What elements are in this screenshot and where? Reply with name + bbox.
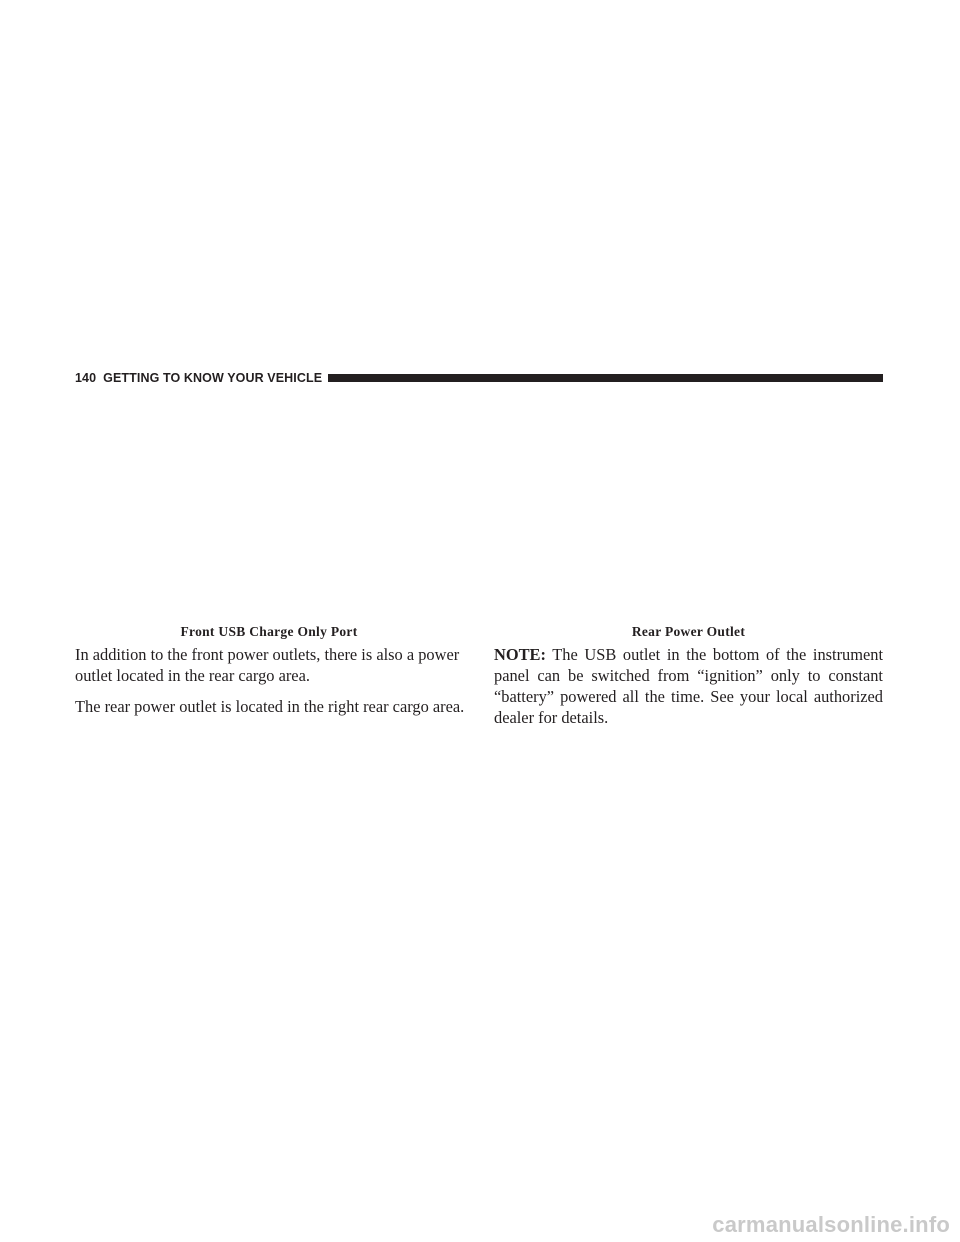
paragraph-rear-outlet-intro [75, 644, 467, 686]
note-label: NOTE: [494, 645, 546, 664]
note-text: The USB outlet in the bottom of the instrument panel can be switched from “ignition” only to constant “battery” powered all the time. See your local authorized dealer for details. [494, 645, 883, 727]
paragraph-rear-outlet-location: The rear power outlet is located in the right rear cargo area. [75, 697, 465, 716]
figure-caption-rear-outlet: Rear Power Outlet [631, 624, 746, 639]
left-column [75, 644, 467, 727]
figure-front-usb-port [75, 390, 463, 614]
paragraph-line: In addition to the front power outlets, there is also a power [75, 645, 460, 664]
right-column [494, 644, 883, 738]
page-number: 140 [75, 371, 97, 385]
running-header [75, 370, 883, 386]
watermark-link[interactable]: carmanualsonline.info [712, 1212, 950, 1237]
figure-rear-power-outlet [494, 390, 883, 614]
header-rule [328, 374, 883, 382]
figure-caption-front-usb: Front USB Charge Only Port [180, 624, 358, 639]
paragraph-line: outlet located in the rear cargo area. [75, 666, 310, 685]
section-title: GETTING TO KNOW YOUR VEHICLE [103, 371, 323, 385]
note-paragraph [494, 644, 883, 728]
